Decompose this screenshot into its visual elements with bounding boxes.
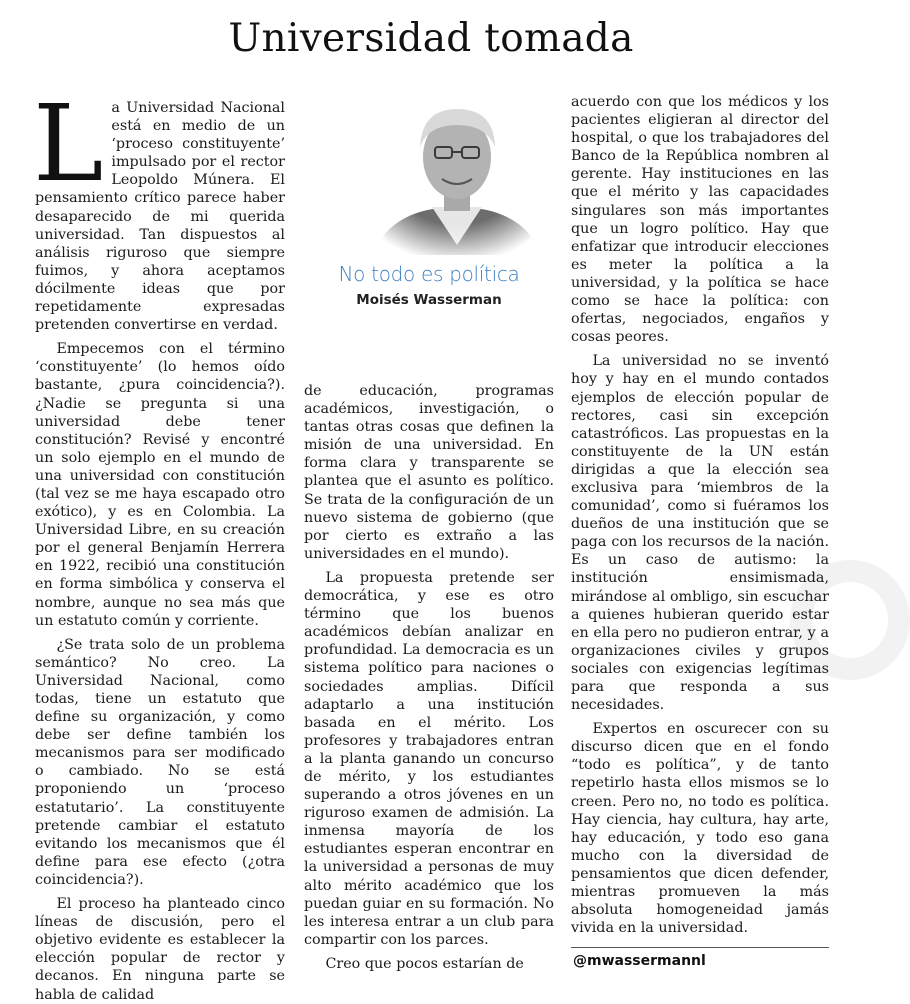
paragraph: La universidad no se inventó hoy y hay en el mundo contados ejemplos de elección popular de rectores, casi sin excepción catastróficos. Las propuestas en la constituyente de la UN están dirigidas a que la elección sea exclusiva para ‘miembros de la comunidad’, como si fuéramos los dueños de una institución que se paga con los recursos de la nación. Es un caso de autismo: la institución ensimismada, mirándose al ombligo, sin escuchar a quienes hubieran querido estar en ella pero no pudieron entrar, y a organizaciones civiles y grupos sociales con exigencias legítimas para que responda a sus necesidades. <box>571 353 829 714</box>
section-name: No todo es política <box>338 262 520 286</box>
author-name: Moisés Wasserman <box>356 292 502 308</box>
paragraph: ¿Se trata solo de un problema semántico? No creo. La Universidad Nacional, como todas, tiene un estatuto que define su organización, y como debe ser define también los mecanismos para ser modificado o cambiado. No se está proponiendo un ‘proceso estatutario’. La constituyente pretende cambiar el estatuto evitando los mecanismos que él define para ese efecto (¿otra coincidencia?). <box>35 636 285 888</box>
article-column-1 <box>33 82 285 1004</box>
article-column-3 <box>571 93 829 937</box>
paragraph: acuerdo con que los médicos y los pacientes eligieran al director del hospital, o que los trabajadores del Banco de la República nombren al gerente. Hay instituciones en las que el mérito y las capacidades singulares son más importantes que un logro político. Hay que enfatizar que introducir elecciones es meter la política a la universidad, y la política se hace como se hace la política: con ofertas, negociados, engaños y cosas peores. <box>571 94 829 346</box>
footer-divider <box>571 947 829 948</box>
paragraph: Expertos en oscurecer con su discurso dicen que en el fondo “todo es política”, y de tanto repetirlo hasta ellos mismos se lo creen. Pero no, no todo es política. Hay ciencia, hay cultura, hay arte, hay educación, y todo eso gana mucho con la diversidad de pensamientos que dicen defender, mientras promueven la más absoluta homogeneidad jamás vivida en la universidad. <box>571 721 829 937</box>
paragraph: Empecemos con el término ‘constituyente’ (lo hemos oído bastante, ¿pura coincidencia?). ¿Nadie se pregunta si una universidad debe tener constitución? Revisé y encontré un solo ejemplo en el mundo de una universidad con constitución (tal vez se me haya escapado otro exótico), y es en Colombia. La Universidad Libre, en su creación por el general Benjamín Herrera en 1922, recibió una constitución en forma simbólica y conserva el nombre, aunque no sea más que un estatuto común y corriente. <box>35 341 285 629</box>
social-handle[interactable]: @mwassermannl <box>573 953 706 969</box>
paragraph: El proceso ha planteado cinco líneas de discusión, pero el objetivo evidente es establecer la elección popular de rector y decanos. En ninguna parte se habla de calidad <box>35 896 285 1003</box>
article-title: Universidad tomada <box>228 16 634 61</box>
drop-cap: L <box>33 82 104 205</box>
paragraph: Creo que pocos estarían de <box>325 955 524 972</box>
paragraph: La propuesta pretende ser democrática, y ese es otro término que los buenos académicos debían analizar en profundidad. La democracia es un sistema político para naciones o sociedades amplias. Difícil adaptarlo a una institución basada en el mérito. Los profesores y trabajadores entran a la planta ganando un concurso de mérito, y los estudiantes superando a otros jóvenes en un riguroso examen de admisión. La inmensa mayoría de los estudiantes esperan encontrar en la universidad a personas de muy alto mérito académico que los puedan guiar en su formación. No les interesa entrar a un club para compartir con los parces. <box>304 569 554 948</box>
paragraph: de educación, programas académicos, investigación, o tantas otras cosas que definen la misión de una universidad. En forma clara y transparente se plantea que el asunto es político. Se trata de la configuración de un nuevo sistema de gobierno (que por cierto es extraño a las universidades en el mundo). <box>304 383 554 562</box>
paragraph: a Universidad Nacional está en medio de un ‘proceso constituyente’ impulsado por el rector Leopoldo Múnera. El pensamiento crítico parece haber desaparecido de mi querida universidad. Tan dispuestos al análisis riguroso que siempre fuimos, y ahora aceptamos dócilmente ideas que por repetidamente expresadas pretenden convertirse en verdad. <box>35 100 285 334</box>
article-column-2 <box>304 382 554 973</box>
author-photo <box>362 95 552 255</box>
